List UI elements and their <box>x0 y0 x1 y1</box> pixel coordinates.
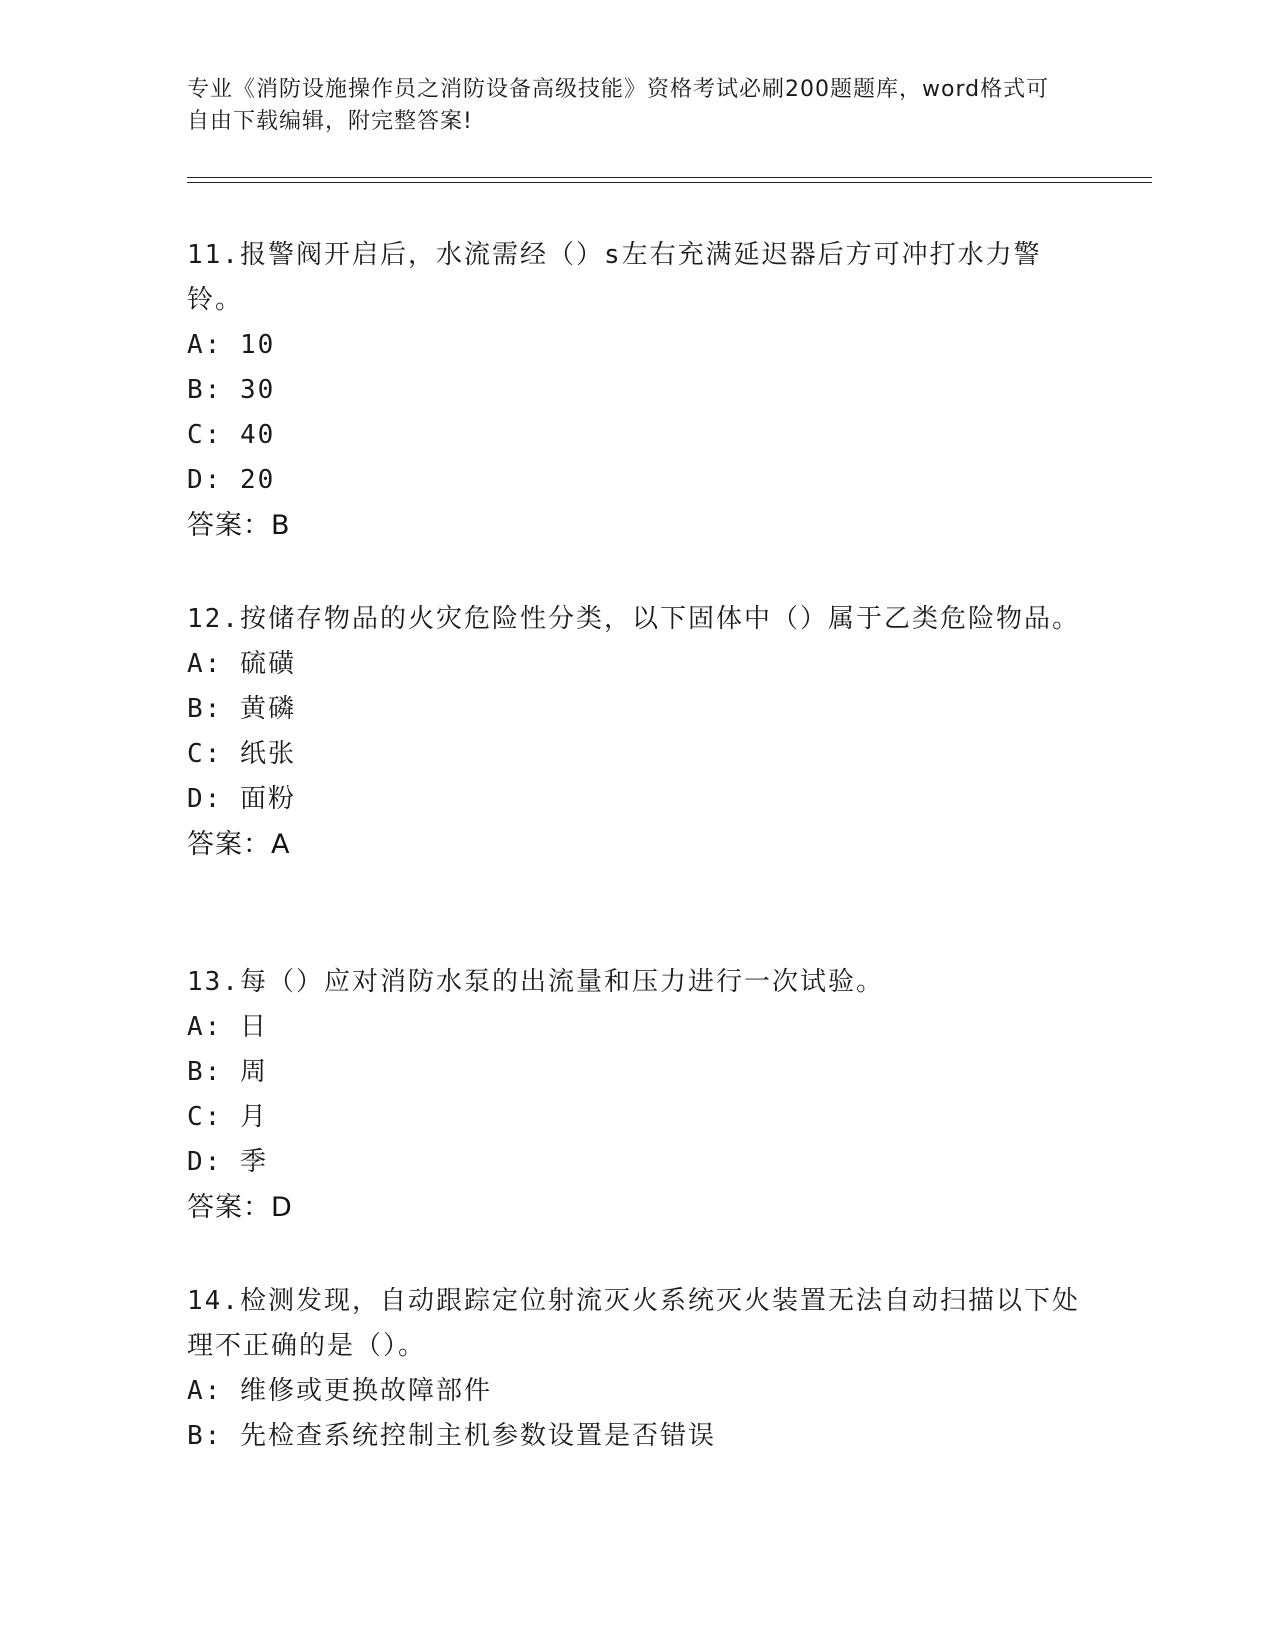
question-11 <box>187 233 1087 549</box>
header-divider-bottom <box>187 182 1152 183</box>
answer: 答案：B <box>187 510 291 541</box>
option-a: A: 日 <box>187 1012 268 1042</box>
option-d: D: 20 <box>187 465 276 495</box>
question-stem: 13.每（）应对消防水泵的出流量和压力进行一次试验。 <box>187 967 884 997</box>
question-12 <box>187 597 1087 868</box>
question-stem: 11.报警阀开启后，水流需经（）s左右充满延迟器后方可冲打水力警铃。 <box>187 240 1042 315</box>
option-b: B: 周 <box>187 1057 268 1087</box>
option-b: B: 先检查系统控制主机参数设置是否错误 <box>187 1421 716 1451</box>
document-header: 专业《消防设施操作员之消防设备高级技能》资格考试必刷200题题库，word格式可自由下载编辑，附完整答案! <box>187 77 1050 134</box>
option-a: A: 硫磺 <box>187 649 296 679</box>
header-divider-top <box>187 177 1152 178</box>
option-d: D: 季 <box>187 1147 268 1177</box>
question-stem: 14.检测发现，自动跟踪定位射流灭火系统灭火装置无法自动扫描以下处理不正确的是（）。 <box>187 1286 1080 1361</box>
option-c: C: 40 <box>187 420 276 450</box>
answer: 答案：A <box>187 829 291 860</box>
option-b: B: 30 <box>187 375 276 405</box>
option-c: C: 纸张 <box>187 739 296 769</box>
question-13 <box>187 960 1087 1231</box>
option-b: B: 黄磷 <box>187 694 296 724</box>
question-stem: 12.按储存物品的火灾危险性分类，以下固体中（）属于乙类危险物品。 <box>187 604 1080 634</box>
option-d: D: 面粉 <box>187 784 296 814</box>
answer: 答案：D <box>187 1192 293 1223</box>
option-c: C: 月 <box>187 1102 268 1132</box>
option-a: A: 维修或更换故障部件 <box>187 1376 492 1406</box>
option-a: A: 10 <box>187 330 276 360</box>
question-14 <box>187 1279 1087 1459</box>
